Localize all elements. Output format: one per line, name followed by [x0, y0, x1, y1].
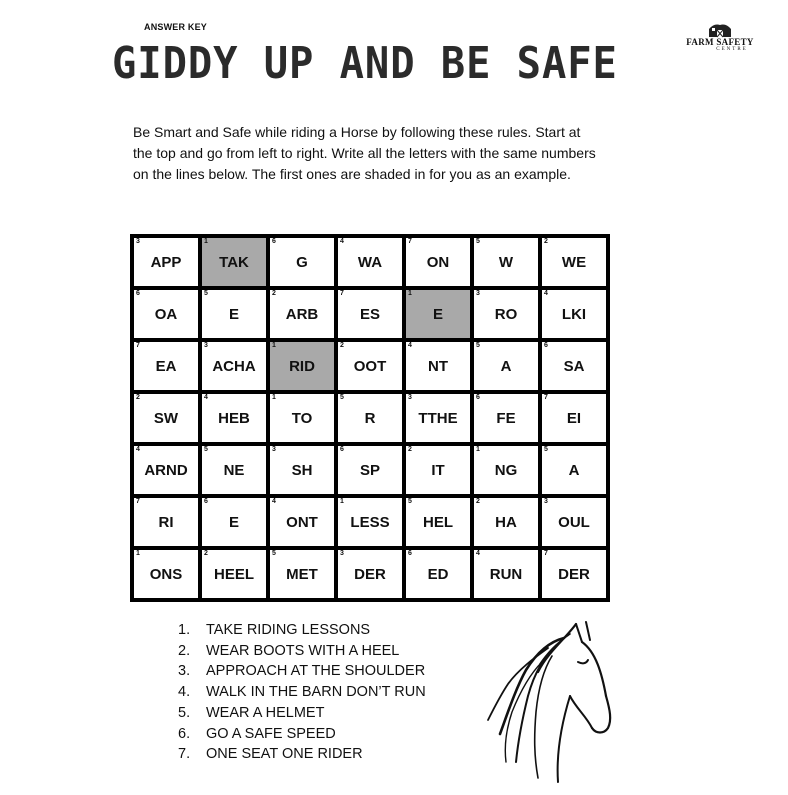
cell-number: 2 [408, 446, 412, 453]
grid-cell [404, 392, 472, 444]
cell-number: 3 [136, 238, 140, 245]
cell-number: 6 [408, 550, 412, 557]
grid-cell [540, 496, 608, 548]
grid-cell [404, 288, 472, 340]
cell-letters: ONT [286, 513, 318, 531]
cell-letters: ES [359, 305, 380, 323]
grid-cell [268, 548, 336, 600]
answer-item [178, 641, 426, 662]
logo-name: FARM SAFETY [686, 37, 754, 47]
cell-number: 5 [340, 394, 344, 401]
grid-cell [472, 444, 540, 496]
cell-number: 4 [340, 238, 344, 245]
cell-letters: LESS [350, 513, 390, 531]
answer-text: GO A SAFE SPEED [206, 725, 336, 742]
grid-cell [404, 548, 472, 600]
grid-cell [268, 444, 336, 496]
cell-letters: E [432, 305, 443, 323]
cell-letters: ARB [285, 305, 319, 323]
cell-letters: EI [566, 409, 582, 427]
cell-number: 1 [204, 238, 208, 245]
grid-cell [404, 496, 472, 548]
cell-letters: ON [426, 253, 450, 271]
grid-cell [472, 548, 540, 600]
cell-letters: NT [428, 357, 448, 375]
cell-number: 4 [476, 550, 480, 557]
cell-letters: LKI [561, 305, 587, 323]
grid-cell [200, 444, 268, 496]
answer-text: WEAR BOOTS WITH A HEEL [206, 642, 400, 659]
grid-cell [268, 340, 336, 392]
cell-number: 2 [544, 238, 548, 245]
answer-list [178, 620, 426, 765]
cell-letters: HEL [423, 513, 453, 531]
grid-cell [132, 340, 200, 392]
answer-item [178, 703, 426, 724]
answer-number: 4. [178, 684, 191, 701]
cell-letters: TTHE [418, 409, 458, 427]
answer-number: 5. [178, 704, 191, 721]
grid-cell [200, 288, 268, 340]
cell-number: 7 [136, 498, 140, 505]
grid-cell [132, 496, 200, 548]
cell-number: 7 [136, 342, 140, 349]
cell-letters: E [228, 305, 239, 323]
cell-letters: MET [286, 565, 318, 583]
cell-number: 2 [136, 394, 140, 401]
grid-cell [472, 496, 540, 548]
cell-number: 6 [340, 446, 344, 453]
cell-number: 5 [476, 342, 480, 349]
cell-letters: W [498, 253, 514, 271]
cell-letters: EA [155, 357, 177, 375]
cell-letters: A [568, 461, 580, 479]
cell-letters: R [364, 409, 376, 427]
cell-letters: SP [359, 461, 380, 479]
cell-number: 1 [408, 290, 412, 297]
grid-cell [472, 288, 540, 340]
grid-cell [336, 340, 404, 392]
grid-cell [472, 340, 540, 392]
cell-number: 4 [136, 446, 140, 453]
grid-cell [540, 340, 608, 392]
puzzle-grid [130, 234, 610, 602]
grid-cell [336, 496, 404, 548]
cell-number: 3 [272, 446, 276, 453]
answer-number: 3. [178, 663, 191, 680]
cell-letters: SA [563, 357, 585, 375]
cell-letters: DER [354, 565, 386, 583]
cell-letters: TAK [219, 253, 249, 271]
cell-letters: NG [494, 461, 518, 479]
grid-cell [540, 444, 608, 496]
answer-item [178, 682, 426, 703]
grid-cell [132, 236, 200, 288]
cell-letters: WA [357, 253, 383, 271]
barn-icon [705, 22, 735, 38]
answer-key-label: ANSWER KEY [144, 22, 208, 32]
cell-number: 5 [476, 238, 480, 245]
cell-number: 5 [204, 290, 208, 297]
horse-head-icon [478, 612, 618, 792]
grid-cell [472, 236, 540, 288]
cell-number: 1 [272, 342, 276, 349]
cell-number: 2 [476, 498, 480, 505]
cell-letters: SH [291, 461, 313, 479]
grid-cell [268, 496, 336, 548]
grid-cell [200, 236, 268, 288]
grid-cell [200, 392, 268, 444]
cell-number: 1 [136, 550, 140, 557]
answer-item [178, 744, 426, 765]
answer-item [178, 620, 426, 641]
grid-cell [404, 444, 472, 496]
grid-cell [540, 288, 608, 340]
grid-cell [132, 288, 200, 340]
cell-letters: IT [431, 461, 445, 479]
cell-number: 4 [408, 342, 412, 349]
grid-cell [336, 392, 404, 444]
cell-number: 6 [204, 498, 208, 505]
cell-letters: DER [558, 565, 590, 583]
answer-number: 7. [178, 746, 191, 763]
cell-number: 4 [204, 394, 208, 401]
cell-letters: RI [158, 513, 174, 531]
cell-number: 3 [476, 290, 480, 297]
cell-letters: RID [289, 357, 315, 375]
cell-letters: HA [495, 513, 517, 531]
grid-cell [132, 548, 200, 600]
grid-cell [472, 392, 540, 444]
answer-number: 6. [178, 725, 191, 742]
cell-number: 6 [476, 394, 480, 401]
answer-text: TAKE RIDING LESSONS [206, 622, 371, 638]
cell-number: 6 [544, 342, 548, 349]
cell-number: 1 [476, 446, 480, 453]
page-title: GIDDY UP AND BE SAFE [112, 38, 618, 89]
answer-text: ONE SEAT ONE RIDER [206, 746, 363, 763]
grid-cell [132, 444, 200, 496]
cell-number: 5 [204, 446, 208, 453]
cell-number: 7 [544, 550, 548, 557]
cell-letters: WE [561, 253, 587, 271]
cell-letters: TO [291, 409, 313, 427]
cell-letters: HEEL [213, 565, 254, 583]
grid-cell [540, 548, 608, 600]
answer-text: APPROACH AT THE SHOULDER [206, 663, 426, 680]
cell-number: 5 [272, 550, 276, 557]
grid-cell [132, 392, 200, 444]
answer-number: 2. [178, 642, 191, 659]
grid-cell [336, 288, 404, 340]
cell-letters: RUN [489, 565, 523, 583]
cell-number: 7 [544, 394, 548, 401]
cell-letters: HEB [218, 409, 250, 427]
cell-number: 6 [272, 238, 276, 245]
cell-number: 7 [408, 238, 412, 245]
answer-number: 1. [178, 622, 191, 638]
answer-text: WEAR A HELMET [206, 704, 325, 721]
cell-number: 3 [544, 498, 548, 505]
grid-cell [268, 236, 336, 288]
answer-item [178, 661, 426, 682]
instructions: Be Smart and Safe while riding a Horse by following these rules. Start at the top and go from left to right. Write all the letters with the same numbers on the lines below. The first ones are shaded in for you as an example. [133, 124, 596, 182]
answer-text: WALK IN THE BARN DON’T RUN [206, 684, 426, 701]
grid-cell [200, 496, 268, 548]
cell-number: 5 [408, 498, 412, 505]
answer-item [178, 724, 426, 745]
grid-cell [540, 392, 608, 444]
cell-letters: OA [154, 305, 178, 323]
cell-letters: ONS [149, 565, 183, 583]
cell-letters: APP [150, 253, 182, 271]
cell-number: 2 [340, 342, 344, 349]
cell-number: 3 [204, 342, 208, 349]
cell-number: 3 [340, 550, 344, 557]
grid-cell [268, 288, 336, 340]
cell-number: 5 [544, 446, 548, 453]
cell-number: 1 [272, 394, 276, 401]
cell-letters: G [296, 253, 308, 271]
grid-cell [540, 236, 608, 288]
cell-number: 4 [544, 290, 548, 297]
cell-letters: ARND [144, 461, 188, 479]
cell-letters: OUL [558, 513, 590, 531]
cell-letters: E [228, 513, 239, 531]
cell-letters: A [500, 357, 512, 375]
cell-number: 4 [272, 498, 276, 505]
cell-number: 7 [340, 290, 344, 297]
cell-letters: RO [494, 305, 518, 323]
cell-letters: ACHA [212, 357, 256, 375]
grid-cell [404, 236, 472, 288]
grid-cell [336, 444, 404, 496]
cell-letters: ED [427, 565, 449, 583]
farm-safety-logo [680, 22, 760, 62]
grid-cell [200, 548, 268, 600]
cell-letters: SW [153, 409, 179, 427]
grid-cell [404, 340, 472, 392]
logo-subtitle: CENTRE [716, 47, 748, 52]
grid-cell [268, 392, 336, 444]
grid-cell [200, 340, 268, 392]
cell-letters: NE [223, 461, 245, 479]
cell-number: 2 [272, 290, 276, 297]
grid-cell [336, 236, 404, 288]
cell-number: 3 [408, 394, 412, 401]
cell-number: 1 [340, 498, 344, 505]
cell-letters: FE [496, 409, 516, 427]
cell-number: 2 [204, 550, 208, 557]
grid-cell [336, 548, 404, 600]
cell-letters: OOT [353, 357, 387, 375]
cell-number: 6 [136, 290, 140, 297]
